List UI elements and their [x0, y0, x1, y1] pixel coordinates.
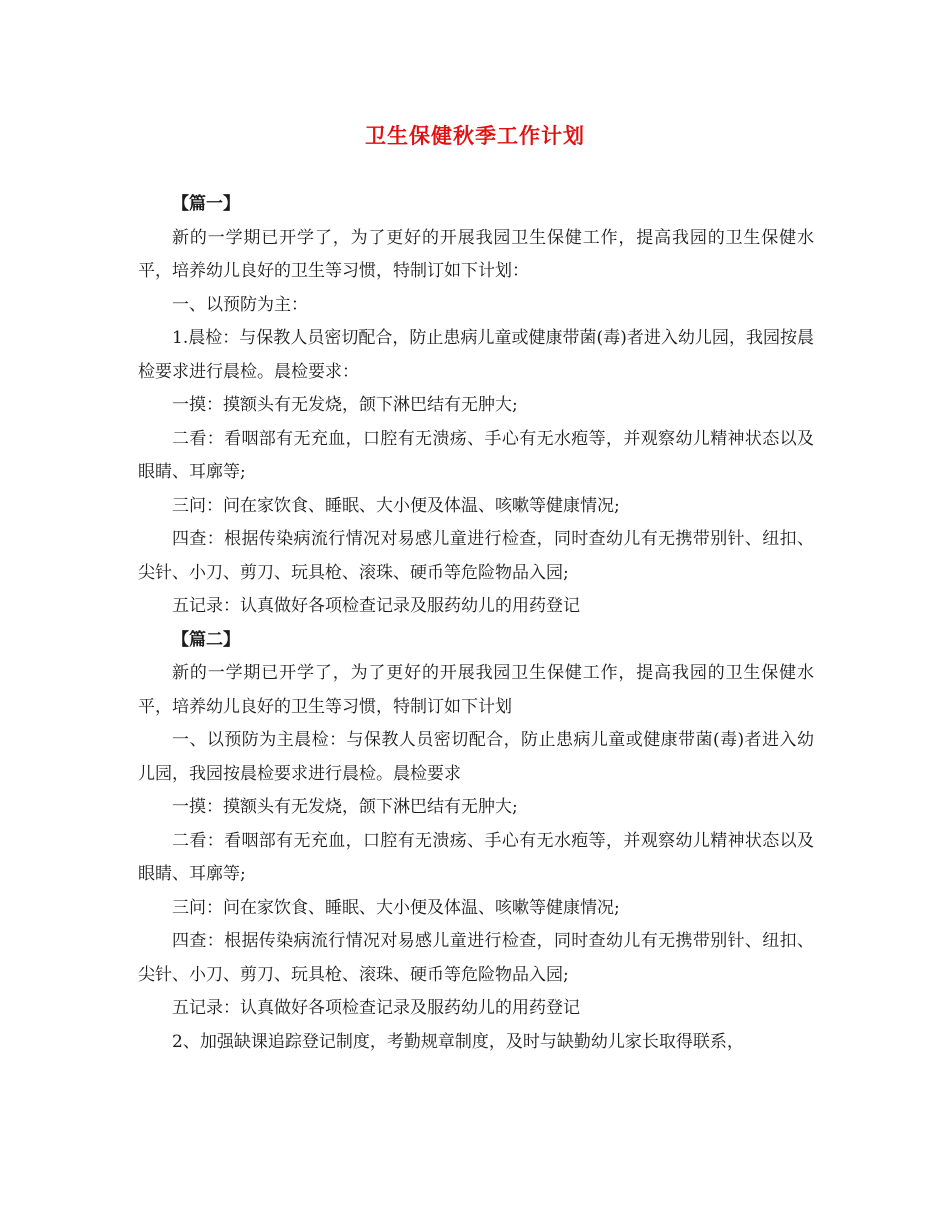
- paragraph: 一、以预防为主：: [172, 294, 308, 315]
- paragraph: 四查：根据传染病流行情况对易感儿童进行检查，同时查幼儿有无携带别针、纽扣、尖针、小刀、剪刀、玩具枪、滚珠、硬币等危险物品入园;: [138, 931, 814, 985]
- paragraph: 五记录：认真做好各项检查记录及服药幼儿的用药登记: [172, 596, 580, 616]
- section-heading: 【篇一】: [172, 194, 240, 214]
- paragraph: 一摸：摸额头有无发烧，颌下淋巴结有无肿大;: [172, 395, 518, 415]
- document-title: 卫生保健秋季工作计划: [365, 123, 585, 148]
- paragraph: 1.晨检：与保教人员密切配合，防止患病儿童或健康带菌(毒)者进入幼儿园，我园按晨检要求进行晨检。晨检要求：: [138, 328, 814, 382]
- document-body: [138, 188, 814, 1059]
- section-heading: 【篇二】: [172, 629, 240, 650]
- paragraph: 三问：问在家饮食、睡眠、大小便及体温、咳嗽等健康情况;: [172, 495, 620, 516]
- paragraph: 一、以预防为主晨检：与保教人员密切配合，防止患病儿童或健康带菌(毒)者进入幼儿园，我园按晨检要求进行晨检。晨检要求: [138, 730, 814, 784]
- paragraph: 四查：根据传染病流行情况对易感儿童进行检查，同时查幼儿有无携带别针、纽扣、尖针、小刀、剪刀、玩具枪、滚珠、硬币等危险物品入园;: [138, 529, 814, 583]
- paragraph: 二看：看咽部有无充血，口腔有无溃疡、手心有无水疱等，并观察幼儿精神状态以及眼睛、耳廓等;: [138, 830, 814, 884]
- paragraph: 新的一学期已开学了，为了更好的开展我园卫生保健工作，提高我园的卫生保健水平，培养幼儿良好的卫生等习惯，特制订如下计划: [138, 663, 814, 717]
- paragraph: 一摸：摸额头有无发烧，颌下淋巴结有无肿大;: [172, 797, 518, 817]
- paragraph: 2、加强缺课追踪登记制度，考勤规章制度，及时与缺勤幼儿家长取得联系，: [172, 1031, 744, 1052]
- paragraph: 二看：看咽部有无充血，口腔有无溃疡、手心有无水疱等，并观察幼儿精神状态以及眼睛、耳廓等;: [138, 428, 814, 482]
- paragraph: 五记录：认真做好各项检查记录及服药幼儿的用药登记: [172, 998, 580, 1018]
- paragraph: 三问：问在家饮食、睡眠、大小便及体温、咳嗽等健康情况;: [172, 897, 620, 918]
- paragraph: 新的一学期已开学了，为了更好的开展我园卫生保健工作，提高我园的卫生保健水平，培养幼儿良好的卫生等习惯，特制订如下计划：: [138, 227, 814, 281]
